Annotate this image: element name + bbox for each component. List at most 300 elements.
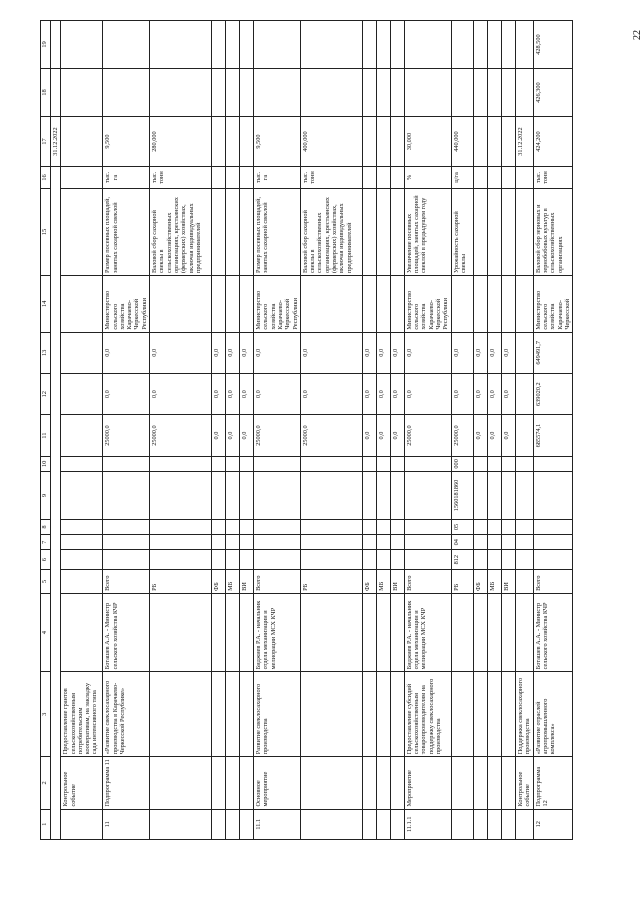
table-cell-c16 — [515, 167, 533, 189]
table-cell-c11: 0,0 — [362, 415, 376, 456]
header-cell: 8 — [41, 519, 51, 534]
table-cell-c2 — [473, 757, 487, 809]
table-cell-c7 — [362, 535, 376, 550]
table-cell-c10 — [300, 456, 362, 471]
table-cell-c13: 0,0 — [390, 332, 404, 373]
table-cell-c15: Валовой сбор сахарной свеклы в сельскохозяйственных организациях, крестьянских (фермерских) хозяйствах, включая индивидуальных предпринимателей — [300, 188, 362, 275]
table-cell-c4 — [226, 593, 240, 671]
table-cell-c9 — [404, 471, 451, 519]
table-cell-c3 — [362, 672, 376, 757]
table-cell-c18: 426,300 — [533, 69, 572, 117]
table-cell-c13: 0,0 — [240, 332, 254, 373]
table-cell-c14: Министерство сельского хозяйства Карачаево-Черкесской — [533, 276, 572, 333]
table-cell-c14 — [226, 276, 240, 333]
table-row — [212, 21, 226, 840]
table-cell-c6 — [61, 550, 103, 570]
table-cell-c6 — [240, 550, 254, 570]
table-cell-c3 — [390, 672, 404, 757]
table-cell-c1 — [515, 809, 533, 839]
table-cell-c9 — [300, 471, 362, 519]
header-row — [41, 21, 51, 840]
table-cell-c4: Биджиев Р.А. - начальник отдела механизации и мелиорации МСХ КЧР — [254, 593, 301, 671]
header-cell: 11 — [41, 415, 51, 456]
table-cell-c16 — [212, 167, 226, 189]
table-cell-c17 — [487, 117, 501, 167]
table-cell-c8 — [61, 519, 103, 534]
table-cell-c3 — [226, 672, 240, 757]
table-cell-c1 — [362, 809, 376, 839]
table-cell-c1: 11.1.1 — [404, 809, 451, 839]
table-cell-c4 — [300, 593, 362, 671]
table-cell-c8 — [240, 519, 254, 534]
table-cell-c17 — [376, 117, 390, 167]
table-cell-c11: 0,0 — [226, 415, 240, 456]
table-cell-c8 — [501, 519, 515, 534]
table-cell-c1 — [473, 809, 487, 839]
table-row — [533, 21, 572, 840]
table-cell-c16 — [487, 167, 501, 189]
table-cell-c3: Поддержка свеклосахарного производства — [515, 672, 533, 757]
table-cell-c9 — [362, 471, 376, 519]
table-cell-c4 — [390, 593, 404, 671]
table-cell-c5: РБ — [150, 569, 212, 593]
table-cell-c9 — [61, 471, 103, 519]
table-row — [300, 21, 362, 840]
table-cell-c13: 0,0 — [254, 332, 301, 373]
table-cell-c7 — [61, 535, 103, 550]
table-cell-c8 — [254, 519, 301, 534]
table-cell-c19 — [226, 21, 240, 69]
table-cell-c1 — [376, 809, 390, 839]
table-cell-c14 — [473, 276, 487, 333]
table-cell-c17: 440,000 — [451, 117, 473, 167]
table-cell-c17: 30,000 — [404, 117, 451, 167]
table-cell-c7 — [212, 535, 226, 550]
table-cell-c12: 0,0 — [376, 374, 390, 415]
table-cell-c17 — [390, 117, 404, 167]
table-cell-c11: 0,0 — [390, 415, 404, 456]
table-cell-c1 — [150, 809, 212, 839]
table-cell-c2 — [150, 757, 212, 809]
table-cell-c12: 0,0 — [451, 374, 473, 415]
table-cell-c15 — [226, 188, 240, 275]
table-cell-c3: Предоставление грантов сельскохозяйственным потребительским кооперативам, на закладку сада интенсивного типа — [61, 672, 103, 757]
table-cell-c16: тыс. тонн — [150, 167, 212, 189]
table-cell-c9 — [390, 471, 404, 519]
table-cell-c12: 639020,2 — [533, 374, 572, 415]
table-cell-c12 — [61, 374, 103, 415]
table-cell-c1 — [61, 809, 103, 839]
date-cell: 31.12.2022 — [51, 117, 61, 167]
table-cell-c15: Увеличение посевных площадей, занятых сахарной свеклой в предыдущем году — [404, 188, 451, 275]
table-row — [103, 21, 150, 840]
table-cell-c13: 0,0 — [473, 332, 487, 373]
table-cell-c17 — [212, 117, 226, 167]
table-cell-c7 — [404, 535, 451, 550]
table-row — [362, 21, 376, 840]
table-cell-c13: 0,0 — [376, 332, 390, 373]
table-cell-c14 — [501, 276, 515, 333]
table-cell-c3 — [376, 672, 390, 757]
table-cell-c8 — [226, 519, 240, 534]
table-cell-c7 — [515, 535, 533, 550]
table-cell-c6 — [254, 550, 301, 570]
table-cell-c18 — [240, 69, 254, 117]
table-cell-c3 — [473, 672, 487, 757]
table-cell-c10 — [254, 456, 301, 471]
table-row — [501, 21, 515, 840]
table-cell-c15: Валовой сбор зерновых и зернобобовых культур в сельскохозяйственных организациях — [533, 188, 572, 275]
table-cell-c14 — [240, 276, 254, 333]
table-cell-c2 — [376, 757, 390, 809]
table-cell-c7 — [240, 535, 254, 550]
table-cell-c2 — [487, 757, 501, 809]
table-cell-c5: ФБ — [473, 569, 487, 593]
date-row-spacer — [51, 167, 61, 840]
table-cell-c6 — [376, 550, 390, 570]
table-body — [41, 21, 573, 840]
table-cell-c13: 0,0 — [212, 332, 226, 373]
table-cell-c13: 0,0 — [501, 332, 515, 373]
table-cell-c19 — [390, 21, 404, 69]
page-number: 22 — [632, 30, 643, 40]
table-cell-c5: РБ — [300, 569, 362, 593]
header-cell: 12 — [41, 374, 51, 415]
table-cell-c19 — [254, 21, 301, 69]
table-cell-c13: 0,0 — [226, 332, 240, 373]
table-cell-c2 — [226, 757, 240, 809]
table-cell-c2: Контрольное событие — [61, 757, 103, 809]
table-cell-c8 — [515, 519, 533, 534]
table-cell-c7 — [254, 535, 301, 550]
table-cell-c11: 0,0 — [212, 415, 226, 456]
table-cell-c11 — [515, 415, 533, 456]
table-cell-c14 — [150, 276, 212, 333]
table-cell-c4 — [487, 593, 501, 671]
table-cell-c11: 685574,1 — [533, 415, 572, 456]
table-cell-c19 — [103, 21, 150, 69]
table-cell-c10 — [487, 456, 501, 471]
table-cell-c5 — [515, 569, 533, 593]
table-cell-c19 — [300, 21, 362, 69]
table-cell-c3: «Развитие отраслей агропромышленного комплекса» — [533, 672, 572, 757]
table-cell-c12 — [515, 374, 533, 415]
table-cell-c19 — [473, 21, 487, 69]
table-cell-c2: Основное мероприятие — [254, 757, 301, 809]
table-cell-c10 — [362, 456, 376, 471]
table-cell-c2 — [501, 757, 515, 809]
table-cell-c14 — [362, 276, 376, 333]
table-cell-c11: 25000,0 — [254, 415, 301, 456]
table-cell-c5: Всего — [254, 569, 301, 593]
table-row — [240, 21, 254, 840]
header-cell: 18 — [41, 69, 51, 117]
table-cell-c18 — [362, 69, 376, 117]
table-cell-c5: ВИ — [501, 569, 515, 593]
table-cell-c8 — [212, 519, 226, 534]
table-row — [390, 21, 404, 840]
table-cell-c16 — [501, 167, 515, 189]
table-cell-c4 — [212, 593, 226, 671]
table-cell-c1 — [212, 809, 226, 839]
table-cell-c9: 1560181860 — [451, 471, 473, 519]
table-cell-c6 — [300, 550, 362, 570]
table-cell-c10 — [212, 456, 226, 471]
table-cell-c5: Всего — [404, 569, 451, 593]
table-cell-c15: Размер посевных площадей, занятых сахарной свеклой — [254, 188, 301, 275]
table-cell-c4 — [376, 593, 390, 671]
table-cell-c3: «Развитие свеклосахарного производства в Карачаево-Черкесской Республике» — [103, 672, 150, 757]
rotated-table-sheet — [40, 20, 620, 840]
table-cell-c14 — [515, 276, 533, 333]
table-cell-c15 — [61, 188, 103, 275]
table-cell-c8 — [103, 519, 150, 534]
table-cell-c9 — [473, 471, 487, 519]
table-cell-c4 — [451, 593, 473, 671]
table-cell-c8 — [473, 519, 487, 534]
table-cell-c11: 0,0 — [473, 415, 487, 456]
table-cell-c17: 9,500 — [103, 117, 150, 167]
table-cell-c18 — [451, 69, 473, 117]
table-cell-c15 — [501, 188, 515, 275]
table-cell-c17: 280,000 — [150, 117, 212, 167]
table-cell-c12: 0,0 — [473, 374, 487, 415]
header-cell: 3 — [41, 672, 51, 757]
table-cell-c14 — [300, 276, 362, 333]
table-row — [487, 21, 501, 840]
table-cell-c8 — [300, 519, 362, 534]
header-cell: 17 — [41, 117, 51, 167]
table-cell-c7: 04 — [451, 535, 473, 550]
table-cell-c10 — [390, 456, 404, 471]
table-cell-c11: 0,0 — [240, 415, 254, 456]
table-cell-c15 — [473, 188, 487, 275]
table-cell-c5 — [61, 569, 103, 593]
table-row — [226, 21, 240, 840]
table-cell-c9 — [226, 471, 240, 519]
table-cell-c16 — [226, 167, 240, 189]
table-cell-c8 — [404, 519, 451, 534]
table-cell-c17 — [501, 117, 515, 167]
table-cell-c19 — [501, 21, 515, 69]
table-cell-c18 — [254, 69, 301, 117]
table-cell-c10 — [226, 456, 240, 471]
table-cell-c2: Подпрограмма 11 — [103, 757, 150, 809]
table-cell-c15: Урожайность сахарной свеклы — [451, 188, 473, 275]
table-cell-c3: Развитие свеклосахарного производства — [254, 672, 301, 757]
table-cell-c3 — [212, 672, 226, 757]
table-cell-c19 — [61, 21, 103, 69]
table-cell-c2 — [390, 757, 404, 809]
table-cell-c2: Мероприятие — [404, 757, 451, 809]
table-cell-c7 — [533, 535, 572, 550]
table-cell-c7 — [376, 535, 390, 550]
table-cell-c12: 0,0 — [226, 374, 240, 415]
table-cell-c4 — [61, 593, 103, 671]
table-cell-c7 — [103, 535, 150, 550]
table-cell-c19 — [404, 21, 451, 69]
table-cell-c10 — [150, 456, 212, 471]
date-row-empty — [51, 69, 61, 117]
table-cell-c9 — [533, 471, 572, 519]
header-cell: 4 — [41, 593, 51, 671]
table-cell-c13: 0,0 — [103, 332, 150, 373]
table-cell-c19 — [212, 21, 226, 69]
table-cell-c16 — [376, 167, 390, 189]
table-cell-c14 — [61, 276, 103, 333]
table-cell-c11: 0,0 — [376, 415, 390, 456]
table-cell-c15 — [240, 188, 254, 275]
table-cell-c6 — [103, 550, 150, 570]
table-cell-c5: ВИ — [240, 569, 254, 593]
table-cell-c1 — [487, 809, 501, 839]
table-cell-c1 — [226, 809, 240, 839]
table-cell-c4 — [362, 593, 376, 671]
table-cell-c6 — [390, 550, 404, 570]
table-cell-c18 — [473, 69, 487, 117]
table-cell-c6 — [515, 550, 533, 570]
table-cell-c12: 0,0 — [254, 374, 301, 415]
table-cell-c17: 424,200 — [533, 117, 572, 167]
table-cell-c12: 0,0 — [150, 374, 212, 415]
table-cell-c8 — [533, 519, 572, 534]
table-cell-c18 — [487, 69, 501, 117]
table-cell-c5: ВИ — [390, 569, 404, 593]
table-cell-c15 — [212, 188, 226, 275]
table-cell-c6 — [533, 550, 572, 570]
table-cell-c13 — [515, 332, 533, 373]
table-cell-c14: Министерство сельского хозяйства Карачаево-Черкесской Республики — [254, 276, 301, 333]
table-cell-c16 — [61, 167, 103, 189]
table-cell-c6 — [226, 550, 240, 570]
table-cell-c16: % — [404, 167, 451, 189]
table-cell-c3 — [240, 672, 254, 757]
table-cell-c7 — [226, 535, 240, 550]
header-cell: 6 — [41, 550, 51, 570]
table-cell-c5: РБ — [451, 569, 473, 593]
table-cell-c4: Биджиев Р.А. - начальник отдела механизации и мелиорации МСХ КЧР — [404, 593, 451, 671]
header-cell: 13 — [41, 332, 51, 373]
date-row-empty — [51, 21, 61, 69]
table-cell-c13: 649491,7 — [533, 332, 572, 373]
table-cell-c9 — [376, 471, 390, 519]
table-cell-c6: 812 — [451, 550, 473, 570]
table-cell-c14 — [390, 276, 404, 333]
table-cell-c8 — [376, 519, 390, 534]
table-cell-c15 — [487, 188, 501, 275]
table-cell-c12: 0,0 — [404, 374, 451, 415]
table-cell-c1 — [300, 809, 362, 839]
table-cell-c4 — [240, 593, 254, 671]
table-cell-c12: 0,0 — [103, 374, 150, 415]
table-cell-c17 — [362, 117, 376, 167]
table-cell-c18 — [61, 69, 103, 117]
table-cell-c15 — [390, 188, 404, 275]
table-cell-c6 — [212, 550, 226, 570]
table-cell-c10: 000 — [451, 456, 473, 471]
table-cell-c8 — [390, 519, 404, 534]
table-cell-c13: 0,0 — [487, 332, 501, 373]
table-cell-c15 — [515, 188, 533, 275]
table-cell-c1: 11 — [103, 809, 150, 839]
table-cell-c11: 25000,0 — [103, 415, 150, 456]
table-cell-c18 — [226, 69, 240, 117]
table-cell-c15: Размер посевных площадей, занятых сахарной свеклой — [103, 188, 150, 275]
table-cell-c19 — [150, 21, 212, 69]
table-cell-c4: Боташев А.А. - Министр сельского хозяйства КЧР — [533, 593, 572, 671]
table-row — [451, 21, 473, 840]
table-cell-c6 — [487, 550, 501, 570]
header-cell: 5 — [41, 569, 51, 593]
table-cell-c2 — [240, 757, 254, 809]
table-cell-c16 — [473, 167, 487, 189]
table-row — [61, 21, 103, 840]
table-cell-c13: 0,0 — [300, 332, 362, 373]
table-cell-c5: МБ — [487, 569, 501, 593]
table-cell-c10 — [404, 456, 451, 471]
table-cell-c13 — [61, 332, 103, 373]
table-cell-c11: 25000,0 — [404, 415, 451, 456]
table-cell-c11 — [61, 415, 103, 456]
table-cell-c17 — [473, 117, 487, 167]
table-cell-c17 — [226, 117, 240, 167]
table-cell-c8 — [150, 519, 212, 534]
table-cell-c8 — [487, 519, 501, 534]
table-cell-c1 — [501, 809, 515, 839]
table-cell-c6 — [150, 550, 212, 570]
table-cell-c8 — [362, 519, 376, 534]
table-cell-c10 — [515, 456, 533, 471]
table-cell-c5: МБ — [226, 569, 240, 593]
table-cell-c2: Контрольное событие — [515, 757, 533, 809]
table-cell-c1 — [451, 809, 473, 839]
table-cell-c10 — [533, 456, 572, 471]
table-cell-c7 — [300, 535, 362, 550]
table-cell-c4 — [515, 593, 533, 671]
table-row — [515, 21, 533, 840]
header-cell: 1 — [41, 809, 51, 839]
table-cell-c4 — [150, 593, 212, 671]
table-cell-c13: 0,0 — [150, 332, 212, 373]
table-cell-c3 — [451, 672, 473, 757]
table-cell-c10 — [376, 456, 390, 471]
table-cell-c13: 0,0 — [404, 332, 451, 373]
header-cell: 10 — [41, 456, 51, 471]
table-cell-c2 — [212, 757, 226, 809]
table-cell-c4 — [473, 593, 487, 671]
table-cell-c9 — [240, 471, 254, 519]
header-cell: 9 — [41, 471, 51, 519]
table-cell-c9 — [515, 471, 533, 519]
table-cell-c5: Всего — [533, 569, 572, 593]
table-cell-c9 — [254, 471, 301, 519]
table-cell-c17 — [240, 117, 254, 167]
table-cell-c18 — [515, 69, 533, 117]
table-cell-c3 — [150, 672, 212, 757]
table-cell-c2 — [451, 757, 473, 809]
table-cell-c14 — [212, 276, 226, 333]
table-cell-c14: Министерство сельского хозяйства Карачаево-Черкесской Республики — [404, 276, 451, 333]
table-cell-c1 — [390, 809, 404, 839]
table-cell-c19 — [515, 21, 533, 69]
table-row — [254, 21, 301, 840]
table-cell-c15 — [362, 188, 376, 275]
table-cell-c6 — [362, 550, 376, 570]
table-cell-c16 — [390, 167, 404, 189]
table-cell-c7 — [150, 535, 212, 550]
header-cell: 7 — [41, 535, 51, 550]
table-cell-c14 — [376, 276, 390, 333]
